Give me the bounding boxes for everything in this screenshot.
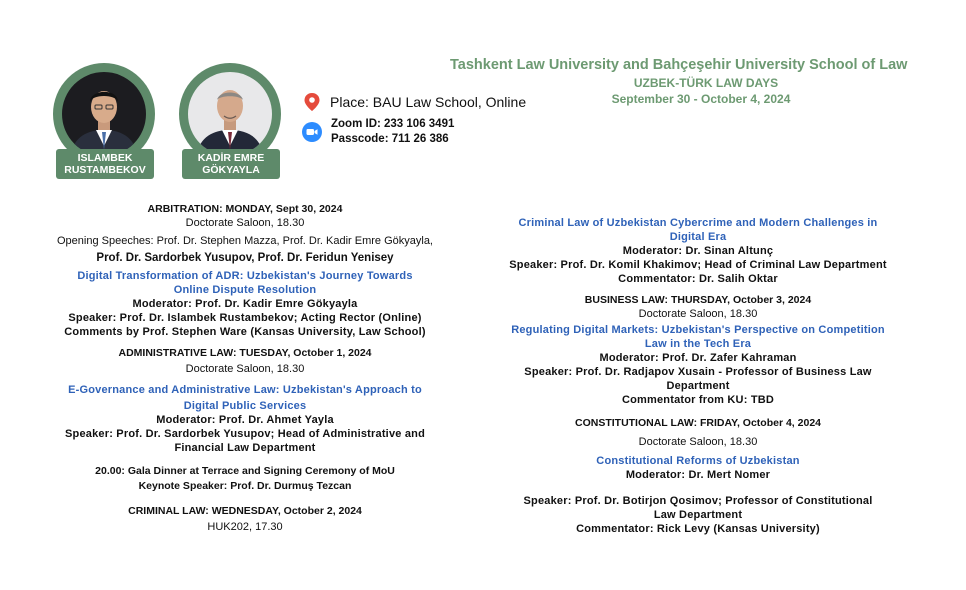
constitutional-speaker-cont: Law Department [653,509,743,521]
place-row [304,93,526,111]
schedule-right-column [480,216,916,536]
criminal-topic-cont: Digital Era [669,231,727,243]
speaker-name-2: KADİR EMRE GÖKYAYLA [182,149,280,179]
administrative-moderator: Moderator: Prof. Dr. Ahmet Yayla [156,414,334,426]
event-subtitle: UZBEK-TÜRK LAW DAYS [633,76,779,90]
business-topic-cont: Law in the Tech Era [644,338,752,350]
arbitration-comments: Comments by Prof. Stephen Ware (Kansas University, Law School) [64,326,426,338]
business-commentator: Commentator from KU: TBD [621,394,775,406]
arbitration-header: ARBITRATION: MONDAY, Sept 30, 2024 [147,203,343,215]
business-speaker-cont: Department [666,380,730,392]
criminal-header: CRIMINAL LAW: WEDNESDAY, October 2, 2024 [128,505,362,517]
zoom-id: Zoom ID: 233 106 3491 [331,118,455,130]
constitutional-moderator: Moderator: Dr. Mert Nomer [625,469,771,481]
administrative-topic-cont: Digital Public Services [183,400,307,412]
administrative-speaker-cont: Financial Law Department [174,442,316,454]
criminal-venue: HUK202, 17.30 [207,521,283,533]
constitutional-speaker: Speaker: Prof. Dr. Botirjon Qosimov; Professor of Constitutional [523,495,873,507]
arbitration-topic: Digital Transformation of ADR: Uzbekistan's Journey Towards [77,270,413,282]
administrative-speaker: Speaker: Prof. Dr. Sardorbek Yusupov; Head of Administrative and [64,428,425,440]
place-text: Place: BAU Law School, Online [330,94,527,110]
zoom-info [302,117,454,147]
opening-speeches: Opening Speeches: Prof. Dr. Stephen Mazza, Prof. Dr. Kadir Emre Gökyayla, [56,235,433,247]
arbitration-venue: Doctorate Saloon, 18.30 [185,217,305,229]
administrative-topic: E-Governance and Administrative Law: Uzbekistan's Approach to [68,384,422,396]
administrative-header: ADMINISTRATIVE LAW: TUESDAY, October 1, 2024 [118,347,372,359]
constitutional-commentator: Commentator: Rick Levy (Kansas University) [576,523,820,535]
criminal-topic: Criminal Law of Uzbekistan Cybercrime and Modern Challenges in [518,217,878,229]
event-dates: September 30 - October 4, 2024 [611,92,791,106]
schedule-left-column [20,203,470,534]
business-speaker: Speaker: Prof. Dr. Radjapov Xusain - Professor of Business Law [524,366,872,378]
constitutional-header: CONSTITUTIONAL LAW: FRIDAY, October 4, 2024 [574,417,822,429]
administrative-venue: Doctorate Saloon, 18.30 [185,363,305,375]
arbitration-topic-cont: Online Dispute Resolution [173,284,317,296]
constitutional-topic: Constitutional Reforms of Uzbekistan [596,455,800,467]
criminal-speaker: Speaker: Prof. Dr. Komil Khakimov; Head of Criminal Law Department [509,259,887,271]
speaker-portrait-rustambekov [53,63,157,179]
business-header: BUSINESS LAW: THURSDAY, October 3, 2024 [584,294,812,306]
speaker-name-1: ISLAMBEK RUSTAMBEKOV [56,149,154,179]
arbitration-moderator: Moderator: Prof. Dr. Kadir Emre Gökyayla [132,298,358,310]
speaker-photo-1 [62,72,146,156]
zoom-video-icon [302,122,322,142]
gala-dinner: 20.00: Gala Dinner at Terrace and Signing Ceremony of MoU [95,465,395,477]
zoom-passcode: Passcode: 711 26 386 [331,133,449,145]
criminal-moderator: Moderator: Dr. Sinan Altunç [622,245,774,257]
criminal-commentator: Commentator: Dr. Salih Oktar [618,273,778,285]
speaker-portrait-gokyayla [179,63,283,179]
constitutional-venue: Doctorate Saloon, 18.30 [638,436,758,448]
arbitration-speaker: Speaker: Prof. Dr. Islambek Rustambekov; Acting Rector (Online) [68,312,422,324]
business-topic: Regulating Digital Markets: Uzbekistan's Perspective on Competition [511,324,885,336]
keynote-speaker: Keynote Speaker: Prof. Dr. Durmuş Tezcan [138,480,352,492]
business-moderator: Moderator: Prof. Dr. Zafer Kahraman [599,352,797,364]
business-venue: Doctorate Saloon, 18.30 [638,308,758,320]
event-title: Tashkent Law University and Bahçeşehir University School of Law [450,57,908,73]
opening-speeches-cont: Prof. Dr. Sardorbek Yusupov, Prof. Dr. Feridun Yenisey [96,252,394,264]
location-pin-icon [304,93,320,111]
speaker-photo-2 [188,72,272,156]
